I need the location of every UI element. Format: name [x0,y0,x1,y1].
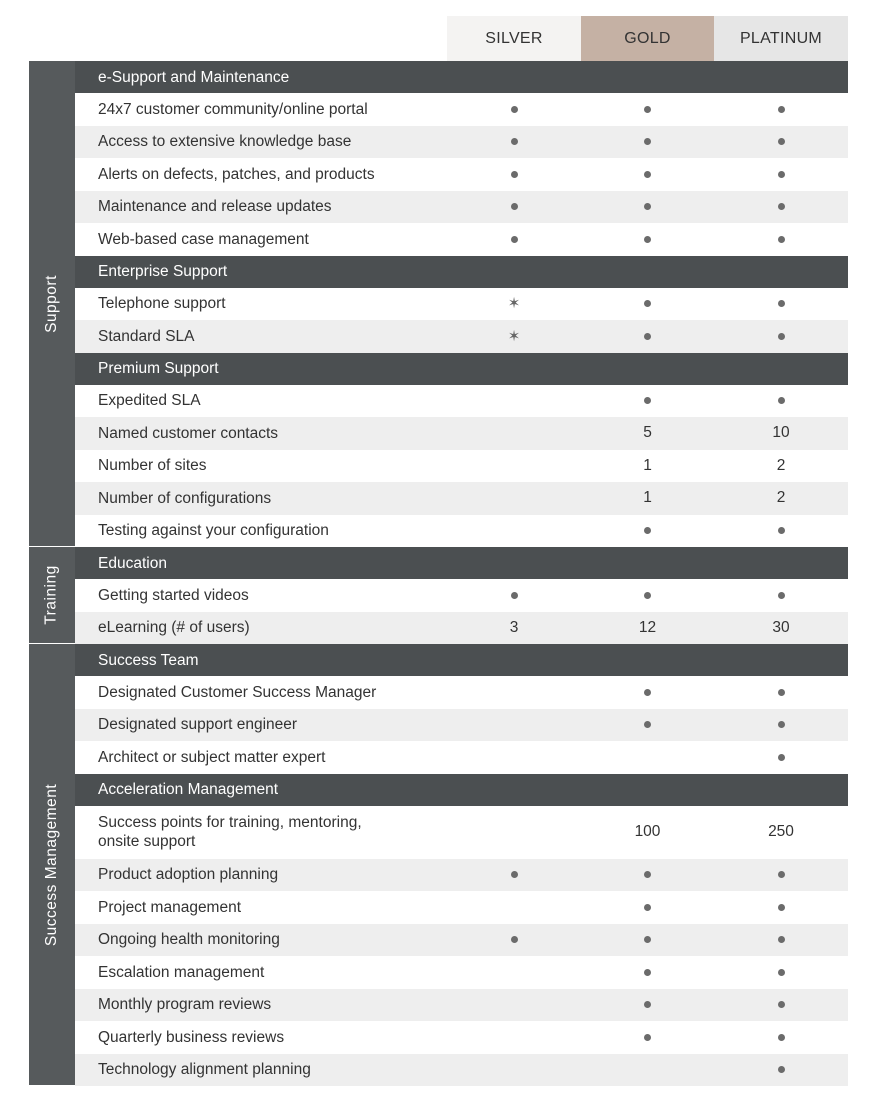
included-dot-icon [778,333,785,340]
feature-label: Expedited SLA [98,392,201,410]
cell-platinum [714,230,848,248]
cell-gold [581,489,714,507]
section-header [75,774,848,806]
included-dot-icon [511,592,518,599]
asterisk-icon: ✶ [507,295,521,313]
table-row [75,989,848,1022]
section-header [75,353,848,385]
feature-label: Monthly program reviews [98,996,272,1014]
included-dot-icon [644,936,651,943]
included-dot-icon [511,106,518,113]
included-dot-icon [644,397,651,404]
included-dot-icon [644,721,651,728]
included-dot-icon [778,689,785,696]
feature-label: Telephone support [98,295,226,313]
included-dot-icon [644,236,651,243]
included-dot-icon [778,592,785,599]
section-title: Enterprise Support [98,263,228,280]
tier-header-platinum: PLATINUM [714,16,848,61]
section-title: e-Support and Maintenance [98,68,290,86]
included-dot-icon [644,871,651,878]
cell-platinum [714,898,848,916]
included-dot-icon [644,969,651,976]
cell-platinum [714,586,848,604]
cell-silver [447,165,581,183]
table-row [75,1054,848,1087]
table-row [75,320,848,353]
table-row [75,859,848,892]
cell-gold [581,866,714,884]
category-band [29,547,75,644]
section-header [75,547,848,579]
tier-header-silver: SILVER [447,16,581,61]
cell-gold [581,898,714,916]
cell-platinum [714,931,848,949]
included-dot-icon [644,592,651,599]
included-dot-icon [778,721,785,728]
cell-gold [581,165,714,183]
cell-platinum [714,522,848,540]
included-dot-icon [511,203,518,210]
feature-label: Designated support engineer [98,716,298,734]
cell-value: 100 [634,823,661,840]
section-title: Premium Support [98,360,219,377]
cell-gold [581,963,714,981]
feature-label: Escalation management [98,963,265,981]
included-dot-icon [778,171,785,178]
included-dot-icon [511,936,518,943]
cell-silver [447,619,581,637]
cell-platinum [714,963,848,981]
included-dot-icon [644,300,651,307]
cell-platinum [714,1061,848,1079]
included-dot-icon [644,138,651,145]
feature-label: Getting started videos [98,586,249,604]
included-dot-icon [778,871,785,878]
cell-value: 250 [768,823,794,840]
section-header [75,256,848,288]
cell-platinum [714,133,848,151]
cell-value: 1 [643,456,652,474]
cell-value: 10 [772,424,790,442]
feature-label: eLearning (# of users) [98,619,250,637]
table-row [75,612,848,645]
cell-platinum [714,100,848,118]
included-dot-icon [778,300,785,307]
cell-silver [447,100,581,118]
included-dot-icon [778,936,785,943]
feature-label: Web-based case management [98,230,309,248]
table-row [75,1021,848,1054]
category-label: Support [43,274,61,333]
feature-label: Success points for training, mentoring, onsite support [98,814,362,850]
cell-platinum [714,424,848,442]
table-row [75,417,848,450]
feature-label: Ongoing health monitoring [98,931,280,949]
cell-gold [581,823,714,841]
included-dot-icon [511,171,518,178]
cell-platinum [714,619,848,637]
feature-label: Designated Customer Success Manager [98,683,377,701]
cell-silver [447,866,581,884]
included-dot-icon [644,527,651,534]
included-dot-icon [511,236,518,243]
section-title: Education [98,554,167,572]
table-row [75,924,848,957]
table-row [75,93,848,126]
cell-gold [581,522,714,540]
cell-silver [447,586,581,604]
cell-platinum [714,392,848,410]
included-dot-icon [644,1034,651,1041]
cell-gold [581,295,714,313]
feature-label: Named customer contacts [98,424,279,442]
category-band [29,61,75,547]
table-row [75,450,848,483]
included-dot-icon [778,969,785,976]
cell-platinum [714,866,848,884]
included-dot-icon [778,1066,785,1073]
cell-silver [447,327,581,346]
table-row [75,126,848,159]
category-label: Training [43,565,60,625]
feature-label: Architect or subject matter expert [98,748,326,766]
feature-label: Project management [98,898,242,916]
included-dot-icon [644,333,651,340]
table-row [75,891,848,924]
feature-label: Standard SLA [98,327,195,345]
cell-value: 1 [643,489,652,507]
included-dot-icon [778,1034,785,1041]
included-dot-icon [778,203,785,210]
included-dot-icon [511,138,518,145]
cell-gold [581,1028,714,1046]
included-dot-icon [778,106,785,113]
included-dot-icon [644,171,651,178]
cell-value: 5 [643,424,652,442]
cell-platinum [714,748,848,766]
category-band [29,644,75,1086]
table-row [75,741,848,774]
included-dot-icon [644,1001,651,1008]
cell-silver [447,230,581,248]
cell-platinum [714,327,848,345]
section-header [75,61,848,93]
included-dot-icon [644,689,651,696]
table-row [75,806,848,859]
cell-gold [581,619,714,637]
cell-silver [447,294,581,313]
included-dot-icon [778,236,785,243]
table-row [75,385,848,418]
feature-label: Product adoption planning [98,866,279,884]
included-dot-icon [511,871,518,878]
table-row [75,158,848,191]
cell-platinum [714,1028,848,1046]
cell-silver [447,133,581,151]
cell-gold [581,230,714,248]
cell-platinum [714,683,848,701]
included-dot-icon [778,904,785,911]
cell-platinum [714,823,848,841]
included-dot-icon [778,397,785,404]
cell-platinum [714,165,848,183]
cell-silver [447,198,581,216]
included-dot-icon [778,138,785,145]
asterisk-icon: ✶ [507,327,521,345]
cell-platinum [714,457,848,475]
table-row [75,223,848,256]
feature-label: Maintenance and release updates [98,198,332,216]
feature-label: Technology alignment planning [98,1061,311,1079]
feature-label: Testing against your configuration [98,522,329,540]
table-row [75,191,848,224]
section-header [75,644,848,676]
cell-platinum [714,489,848,507]
feature-label: 24x7 customer community/online portal [98,100,368,118]
cell-gold [581,457,714,475]
cell-platinum [714,996,848,1014]
included-dot-icon [644,904,651,911]
cell-value: 2 [776,456,786,474]
table-row [75,288,848,321]
cell-value: 30 [772,618,790,636]
table-row [75,956,848,989]
cell-gold [581,392,714,410]
cell-gold [581,931,714,949]
cell-gold [581,424,714,442]
table-row [75,709,848,742]
cell-gold [581,133,714,151]
table-row [75,515,848,548]
cell-gold [581,100,714,118]
table-row [75,676,848,709]
cell-gold [581,327,714,345]
cell-gold [581,996,714,1014]
cell-platinum [714,295,848,313]
cell-platinum [714,716,848,734]
feature-label: Alerts on defects, patches, and products [98,165,375,183]
table-row [75,482,848,515]
cell-value: 12 [638,618,657,636]
table-row [75,579,848,612]
cell-gold [581,683,714,701]
category-label: Success Management [43,783,61,946]
cell-value: 2 [776,489,786,507]
included-dot-icon [778,754,785,761]
section-title: Success Team [98,651,199,669]
cell-gold [581,198,714,216]
section-title: Acceleration Management [98,781,279,798]
feature-label: Number of configurations [98,489,272,507]
cell-gold [581,716,714,734]
included-dot-icon [778,527,785,534]
tier-header-gold: GOLD [581,16,714,61]
feature-label: Number of sites [98,457,207,475]
included-dot-icon [644,106,651,113]
feature-label: Access to extensive knowledge base [98,133,352,151]
cell-silver [447,931,581,949]
cell-value: 3 [509,618,519,636]
included-dot-icon [778,1001,785,1008]
cell-gold [581,586,714,604]
feature-label: Quarterly business reviews [98,1028,285,1046]
cell-platinum [714,198,848,216]
included-dot-icon [644,203,651,210]
